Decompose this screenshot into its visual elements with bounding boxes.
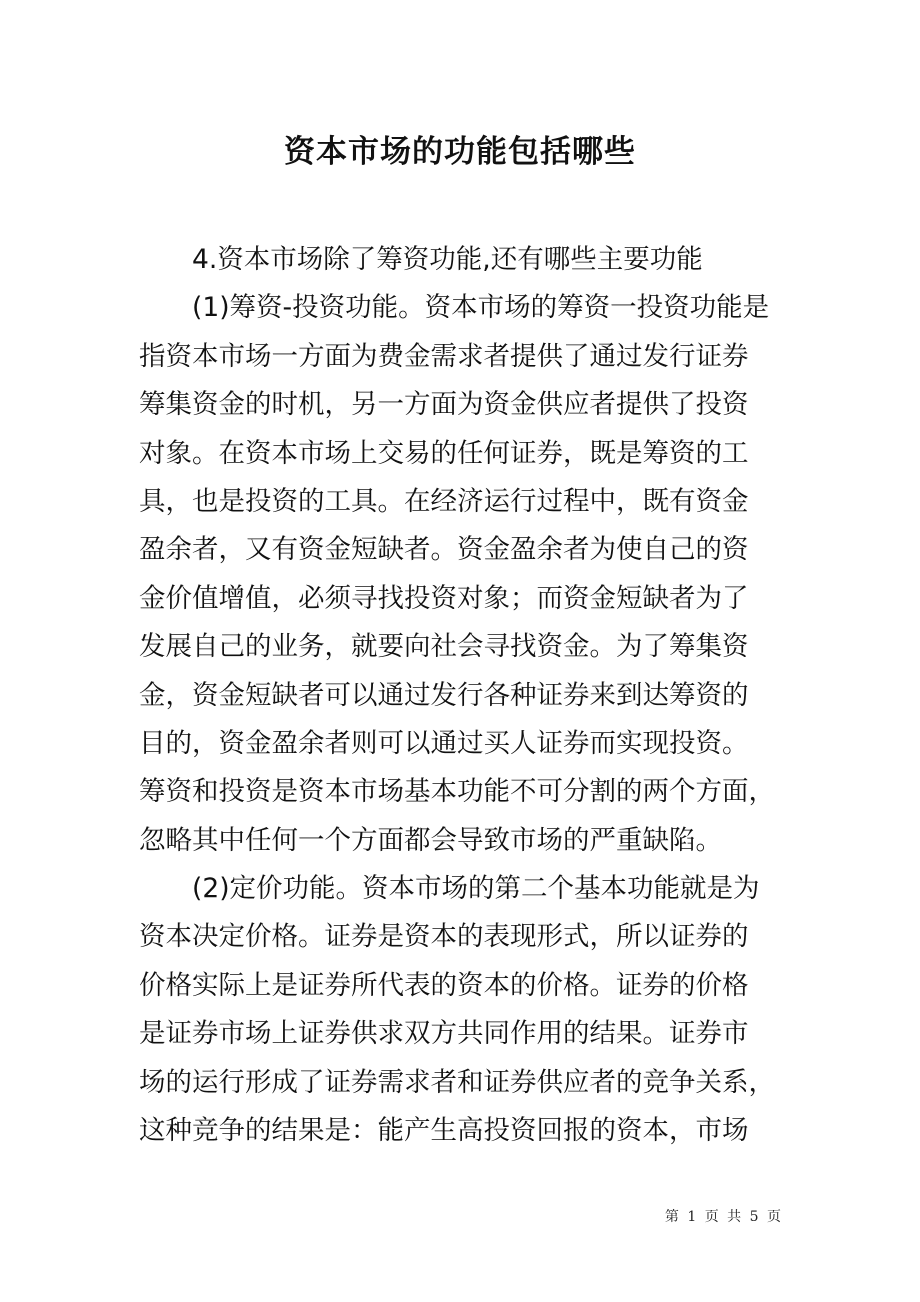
paragraph-1-line-4: 对象。在资本市场上交易的任何证券，既是筹资的工 [139,437,749,469]
document-body [139,236,799,1155]
paragraph-2-line-6: 这种竞争的结果是：能产生高投资回报的资本，市场 [139,1115,749,1147]
page-number-footer: 第 1 页 共 5 页 [664,1209,782,1225]
paragraph-1-line-2: 指资本市场一方面为费金需求者提供了通过发行证券 [139,340,749,372]
paragraph-1-line-10: 目的，资金盈余者则可以通过买人证券而实现投资。 [139,727,749,759]
paragraph-1-line-7: 金价值增值，必须寻找投资对象；而资金短缺者为了 [139,582,749,614]
paragraph-1-line-1: (1)筹资-投资功能。资本市场的筹资一投资功能是 [192,292,770,324]
paragraph-2-line-1: (2)定价功能。资本市场的第二个基本功能就是为 [192,873,760,905]
paragraph-1-line-3: 筹集资金的时机，另一方面为资金供应者提供了投资 [139,389,749,421]
paragraph-1-line-5: 具，也是投资的工具。在经济运行过程中，既有资金 [139,485,749,517]
paragraph-2-line-5: 场的运行形成了证券需求者和证券供应者的竞争关系， [139,1066,775,1098]
paragraph-2-line-4: 是证券市场上证券供求双方共同作用的结果。证券市 [139,1018,749,1050]
paragraph-1-line-6: 盈余者，又有资金短缺者。资金盈余者为使自己的资 [139,534,749,566]
section-heading: 4.资本市场除了筹资功能,还有哪些主要功能 [192,244,703,275]
paragraph-1-line-9: 金，资金短缺者可以通过发行各种证券来到达筹资的 [139,679,749,711]
paragraph-1-line-8: 发展自己的业务，就要向社会寻找资金。为了筹集资 [139,631,749,663]
document-title: 资本市场的功能包括哪些 [284,134,636,170]
paragraph-2-line-3: 价格实际上是证券所代表的资本的价格。证券的价格 [139,969,749,1001]
paragraph-1-line-11: 筹资和投资是资本市场基本功能不可分割的两个方面， [139,776,775,808]
paragraph-1-line-12: 忽略其中任何一个方面都会导致市场的严重缺陷。 [139,824,722,856]
paragraph-2-line-2: 资本决定价格。证券是资本的表现形式，所以证券的 [139,921,749,953]
